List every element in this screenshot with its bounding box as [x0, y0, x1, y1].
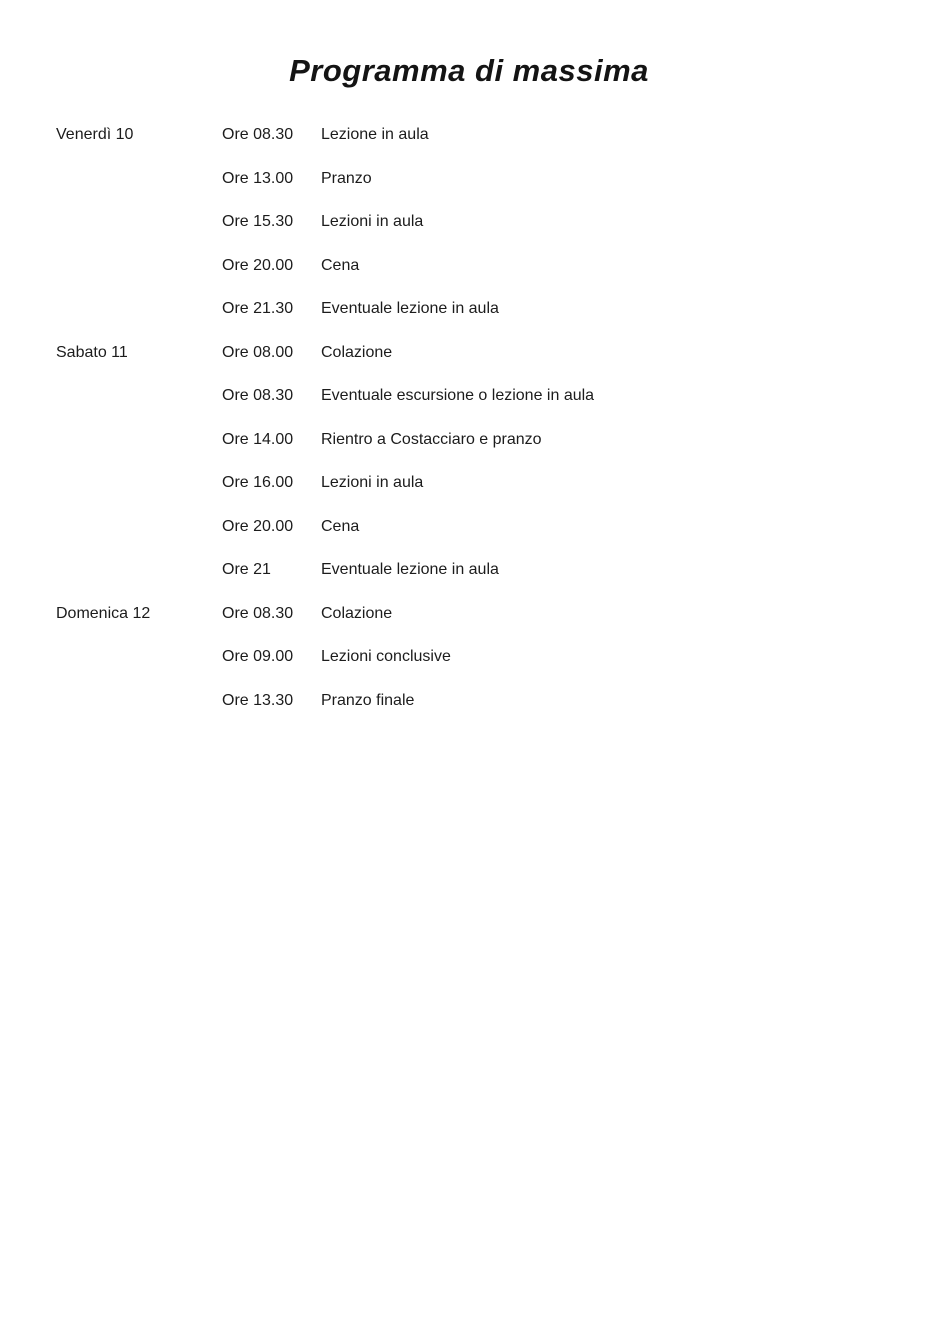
schedule-row	[56, 690, 898, 734]
day-label: Venerdì 10	[56, 126, 134, 143]
activity-label: Lezione in aula	[321, 126, 429, 143]
time-label: Ore 08.30	[222, 604, 294, 622]
activity-label: Cena	[321, 256, 360, 274]
activity-label: Eventuale escursione o lezione in aula	[321, 387, 595, 404]
time-label: Ore 20.00	[222, 256, 294, 274]
activity-label: Colazione	[321, 343, 393, 361]
time-label: Ore 13.30	[222, 691, 294, 709]
schedule-row	[56, 168, 898, 212]
activity-label: Colazione	[321, 604, 393, 622]
activity-label: Pranzo finale	[321, 691, 415, 709]
schedule-row	[56, 211, 898, 255]
time-label: Ore 16.00	[222, 474, 294, 491]
schedule-row	[56, 516, 898, 560]
activity-label: Eventuale lezione in aula	[321, 561, 499, 578]
time-label: Ore 21	[222, 561, 271, 578]
time-label: Ore 14.00	[222, 430, 294, 448]
schedule-row	[56, 472, 898, 516]
schedule-table	[56, 124, 898, 733]
schedule-row	[56, 342, 898, 386]
schedule-row	[56, 385, 898, 429]
time-label: Ore 13.00	[222, 169, 294, 187]
time-label: Ore 08.30	[222, 126, 294, 143]
time-label: Ore 21.30	[222, 300, 294, 317]
schedule-row	[56, 646, 898, 690]
activity-label: Rientro a Costacciaro e pranzo	[321, 430, 542, 448]
activity-label: Lezioni in aula	[321, 474, 424, 491]
activity-label: Pranzo	[321, 169, 372, 187]
day-label: Domenica 12	[56, 604, 151, 622]
time-label: Ore 15.30	[222, 213, 294, 230]
activity-label: Lezioni in aula	[321, 213, 424, 230]
time-label: Ore 08.30	[222, 387, 294, 404]
schedule-row	[56, 124, 898, 168]
page-title: Programma di massima	[289, 53, 649, 88]
activity-label: Cena	[321, 517, 360, 535]
day-label: Sabato 11	[56, 343, 128, 361]
schedule-row	[56, 255, 898, 299]
time-label: Ore 09.00	[222, 648, 294, 665]
time-label: Ore 08.00	[222, 343, 294, 361]
schedule-row	[56, 603, 898, 647]
time-label: Ore 20.00	[222, 517, 294, 535]
activity-label: Lezioni conclusive	[321, 648, 451, 665]
schedule-row	[56, 298, 898, 342]
schedule-row	[56, 559, 898, 603]
schedule-row	[56, 429, 898, 473]
activity-label: Eventuale lezione in aula	[321, 300, 499, 317]
